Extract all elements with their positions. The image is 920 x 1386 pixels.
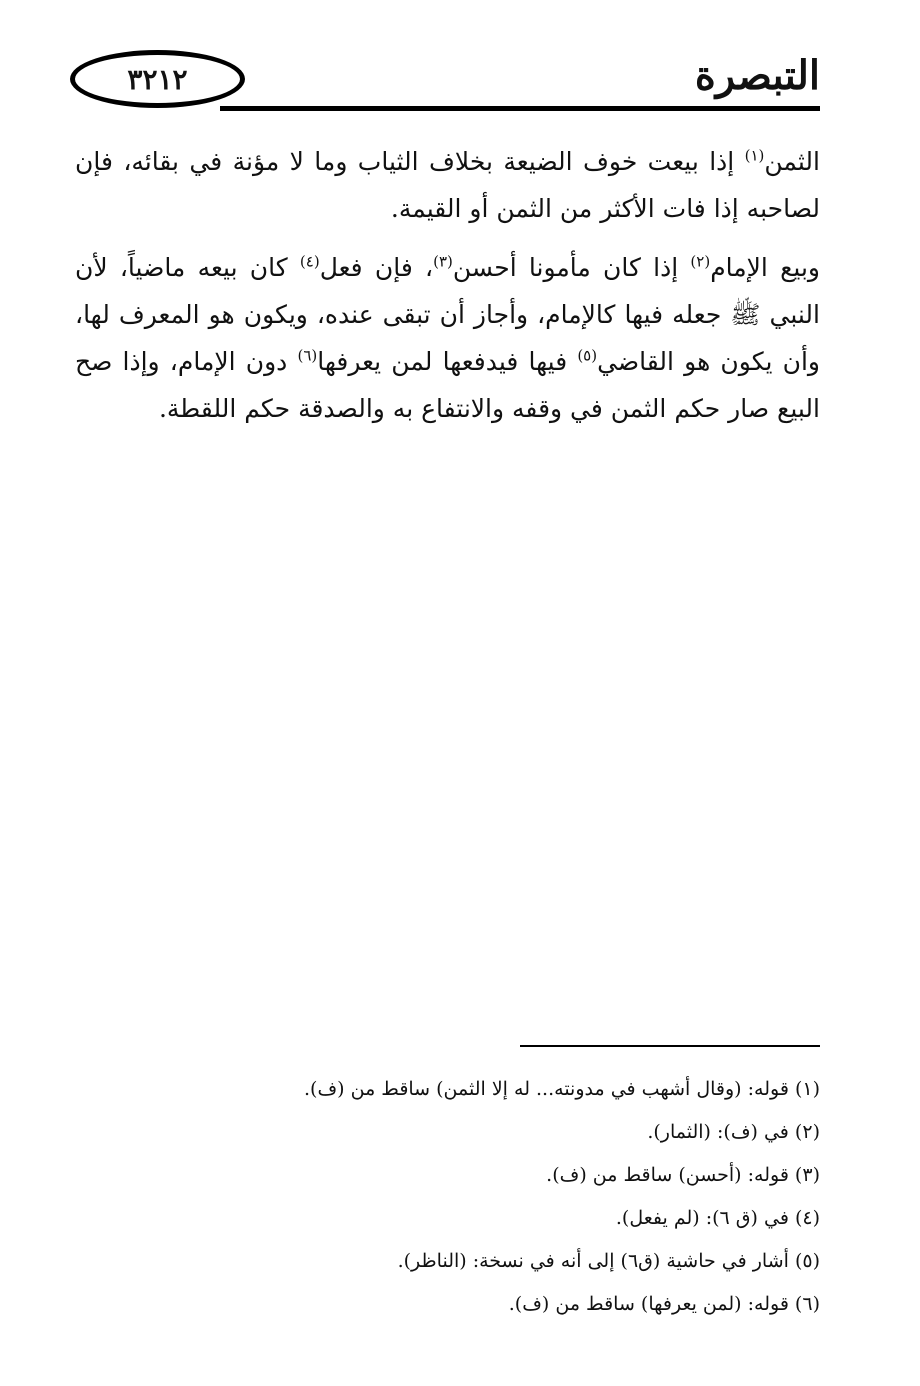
text-run: كان بيعه ماضياً، لأن النبي ﷺ جعله فيها كالإمام، وأجاز أن تبقى عنده، ويكون هو المعرف لها، وأن يكون هو القاضي xyxy=(75,253,820,376)
page-number-badge xyxy=(70,50,245,108)
footnotes xyxy=(75,1068,820,1326)
footnote-separator xyxy=(520,1045,820,1047)
book-title: التبصرة xyxy=(694,52,820,99)
footnote-ref: (١) xyxy=(744,146,765,165)
text-run: ، فإن فعل xyxy=(319,253,434,282)
footnote-6: (٦) قوله: (لمن يعرفها) ساقط من (ف). xyxy=(508,1293,820,1315)
footnote-3: (٣) قوله: (أحسن) ساقط من (ف). xyxy=(546,1164,820,1186)
page-header xyxy=(70,50,820,120)
footnote-ref: (٢) xyxy=(690,252,711,271)
text-run: فيها فيدفعها لمن يعرفها xyxy=(317,347,578,376)
header-rule xyxy=(220,106,820,111)
footnote-2: (٢) في (ف): (الثمار). xyxy=(647,1121,820,1143)
page-number: ٣٢١٢ xyxy=(127,62,188,96)
text-run: الثمن xyxy=(764,147,820,176)
footnote-ref: (٣) xyxy=(433,252,453,271)
paragraph-2 xyxy=(75,244,820,432)
footnote-ref: (٤) xyxy=(299,252,320,271)
footnote-5: (٥) أشار في حاشية (ق٦) إلى أنه في نسخة: (الناظر). xyxy=(397,1250,820,1272)
text-run: إذا كان مأمونا أحسن xyxy=(452,253,691,282)
paragraph-1 xyxy=(75,138,820,232)
text-run: إذا بيعت خوف الضيعة بخلاف الثياب وما لا مؤنة في بقائه، فإن لصاحبه إذا فات الأكثر من الثمن أو القيمة. xyxy=(75,147,820,223)
footnote-ref: (٥) xyxy=(577,346,598,365)
footnote-4: (٤) في (ق ٦): (لم يفعل). xyxy=(615,1207,820,1229)
footnote-ref: (٦) xyxy=(297,346,318,365)
footnote-1: (١) قوله: (وقال أشهب في مدونته... له إلا الثمن) ساقط من (ف). xyxy=(304,1078,820,1100)
text-run: وبيع الإمام xyxy=(710,253,821,282)
main-text xyxy=(75,138,820,444)
text-run: دون الإمام، وإذا صح البيع صار حكم الثمن في وقفه والانتفاع به والصدقة حكم اللقطة. xyxy=(75,347,820,423)
